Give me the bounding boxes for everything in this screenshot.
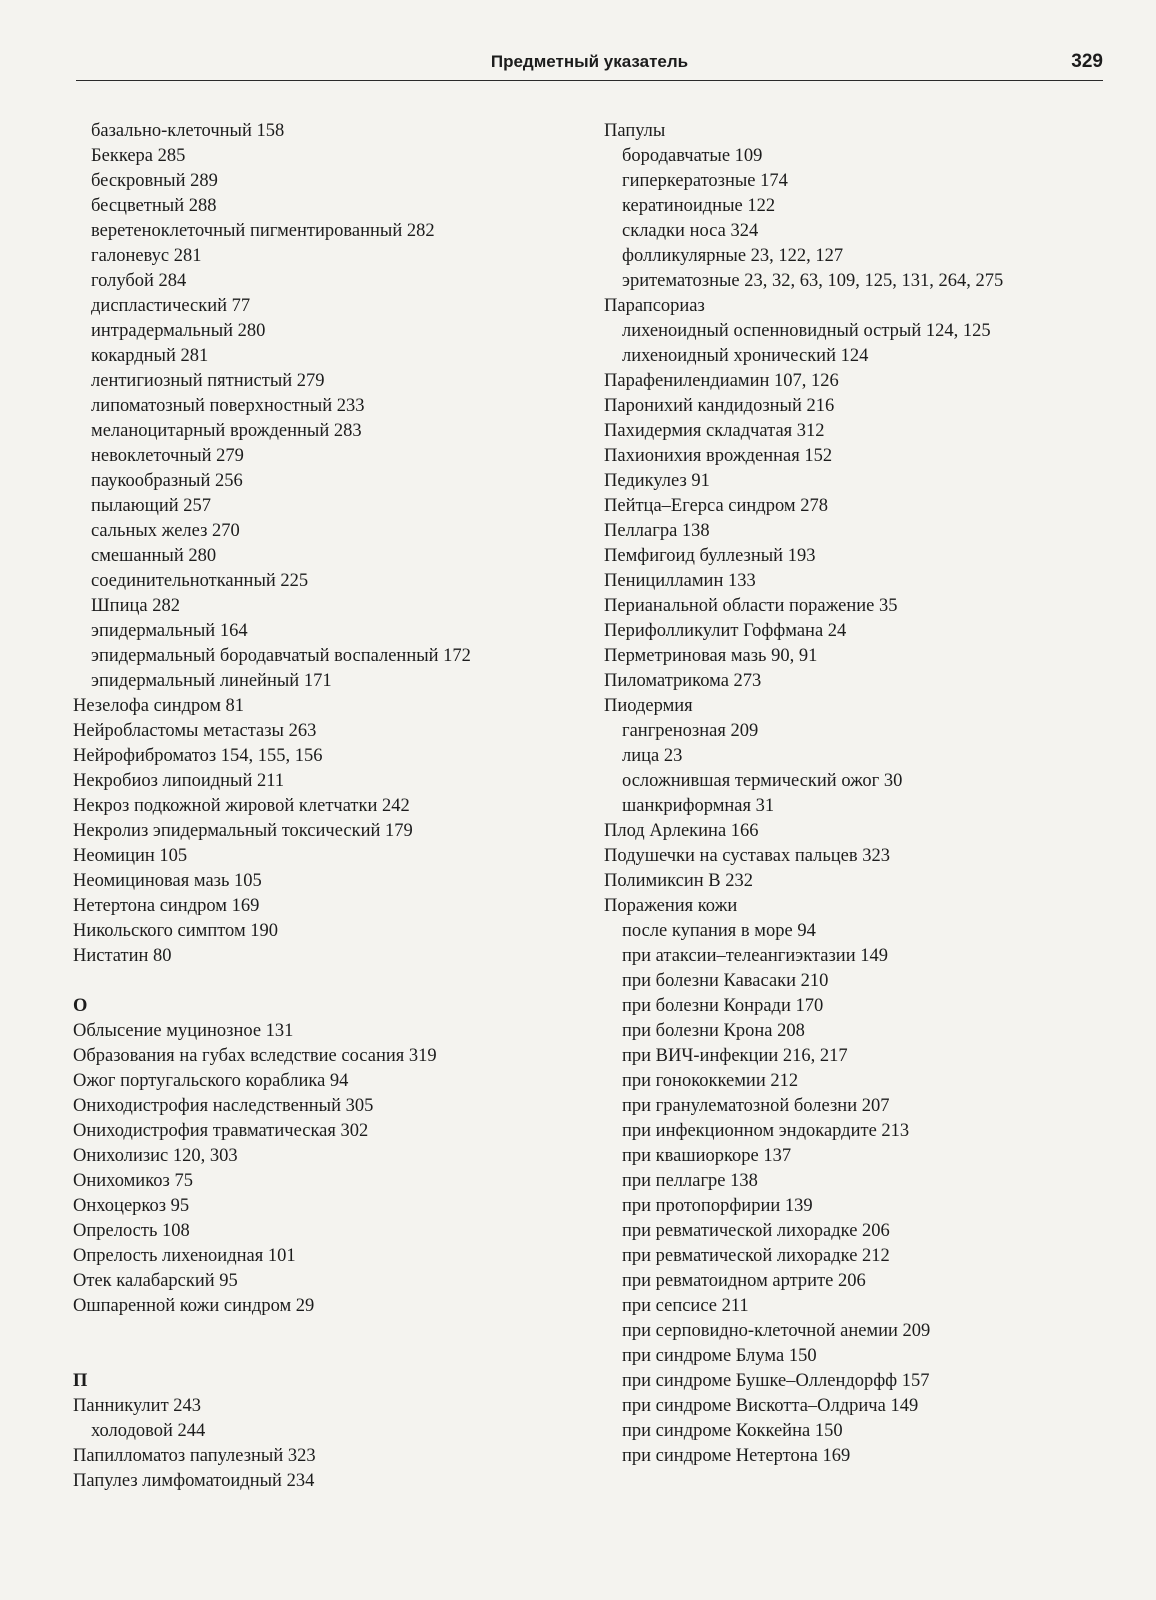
index-subentry: при атаксии–телеангиэктазии 149	[622, 946, 888, 966]
section-spacer	[73, 969, 583, 994]
index-subentry: лихеноидный оспенновидный острый 124, 125	[622, 321, 991, 341]
index-subentry: при гранулематозной болезни 207	[622, 1096, 890, 1116]
index-subentry: фолликулярные 23, 122, 127	[622, 246, 844, 266]
index-column-left	[73, 119, 583, 1494]
index-subentry: при ревматической лихорадке 206	[622, 1221, 890, 1241]
index-subentry: при синдроме Вискотта–Олдрича 149	[622, 1396, 919, 1416]
index-subentry: при болезни Конради 170	[622, 996, 824, 1016]
index-subentry: гангренозная 209	[622, 721, 759, 741]
index-subentry: при квашиоркоре 137	[622, 1146, 792, 1166]
index-entry: Онихомикоз 75	[73, 1171, 193, 1191]
index-subentry: при ВИЧ-инфекции 216, 217	[622, 1046, 848, 1066]
index-subentry: складки носа 324	[622, 221, 759, 241]
index-entry: Нетертона синдром 169	[73, 896, 260, 916]
index-entry: Ожог португальского кораблика 94	[73, 1071, 349, 1091]
index-entry: Опрелость лихеноидная 101	[73, 1246, 296, 1266]
index-subentry: при синдроме Бушке–Оллендорфф 157	[622, 1371, 930, 1391]
index-entry: Перифолликулит Гоффмана 24	[604, 621, 847, 641]
index-subentry: осложнившая термический ожог 30	[622, 771, 903, 791]
index-entry: Нейрофиброматоз 154, 155, 156	[73, 746, 323, 766]
index-subentry: эритематозные 23, 32, 63, 109, 125, 131, 264, 275	[622, 271, 1004, 291]
index-entry: Онхоцеркоз 95	[73, 1196, 190, 1216]
index-subentry: при инфекционном эндокардите 213	[622, 1121, 910, 1141]
index-entry: Пиломатрикома 273	[604, 671, 762, 691]
index-entry: Опрелость 108	[73, 1221, 190, 1241]
index-entry: Ошпаренной кожи синдром 29	[73, 1296, 315, 1316]
index-subentry: голубой 284	[91, 271, 187, 291]
index-entry: Ониходистрофия травматическая 302	[73, 1121, 369, 1141]
index-subentry: холодовой 244	[91, 1421, 206, 1441]
index-entry: Некроз подкожной жировой клетчатки 242	[73, 796, 410, 816]
index-entry: Парапсориаз	[604, 296, 705, 316]
index-subentry: эпидермальный 164	[91, 621, 248, 641]
index-entry: Нейробластомы метастазы 263	[73, 721, 317, 741]
index-entry: Онихолизис 120, 303	[73, 1146, 238, 1166]
section-letter: О	[73, 996, 88, 1016]
index-subentry: базально-клеточный 158	[91, 121, 285, 141]
index-entry: Полимиксин В 232	[604, 871, 753, 891]
index-subentry: диспластический 77	[91, 296, 251, 316]
index-column-right	[604, 119, 1104, 1469]
index-subentry: шанкриформная 31	[622, 796, 775, 816]
index-entry: Папулез лимфоматоидный 234	[73, 1471, 315, 1491]
index-subentry: при синдроме Коккейна 150	[622, 1421, 843, 1441]
index-subentry: липоматозный поверхностный 233	[91, 396, 365, 416]
index-entry: Незелофа синдром 81	[73, 696, 245, 716]
index-entry: Панникулит 243	[73, 1396, 202, 1416]
index-entry: Папулы	[604, 121, 666, 141]
index-entry: Некробиоз липоидный 211	[73, 771, 285, 791]
index-entry: Облысение муцинозное 131	[73, 1021, 294, 1041]
index-subentry: бескровный 289	[91, 171, 218, 191]
index-entry: Пиодермия	[604, 696, 693, 716]
index-subentry: гиперкератозные 174	[622, 171, 788, 191]
index-subentry: эпидермальный бородавчатый воспаленный 172	[91, 646, 471, 666]
index-subentry: паукообразный 256	[91, 471, 243, 491]
index-subentry: при сепсисе 211	[622, 1296, 749, 1316]
index-subentry: пылающий 257	[91, 496, 212, 516]
index-entry: Некролиз эпидермальный токсический 179	[73, 821, 413, 841]
index-subentry: при пеллагре 138	[622, 1171, 758, 1191]
index-subentry: при болезни Кавасаки 210	[622, 971, 829, 991]
index-subentry: меланоцитарный врожденный 283	[91, 421, 362, 441]
index-subentry: сальных желез 270	[91, 521, 240, 541]
index-subentry: после купания в море 94	[622, 921, 816, 941]
index-entry: Поражения кожи	[604, 896, 738, 916]
index-subentry: кератиноидные 122	[622, 196, 776, 216]
index-subentry: при синдроме Блума 150	[622, 1346, 817, 1366]
index-entry: Никольского симптом 190	[73, 921, 279, 941]
index-subentry: Шпица 282	[91, 596, 180, 616]
index-entry: Подушечки на суставах пальцев 323	[604, 846, 890, 866]
header-title: Предметный указатель	[490, 52, 689, 71]
section-spacer	[73, 1319, 583, 1369]
index-subentry: бесцветный 288	[91, 196, 217, 216]
index-entry: Пахидермия складчатая 312	[604, 421, 825, 441]
index-entry: Пеллагра 138	[604, 521, 710, 541]
index-entry: Неомициновая мазь 105	[73, 871, 262, 891]
index-subentry: при ревматической лихорадке 212	[622, 1246, 890, 1266]
index-subentry: смешанный 280	[91, 546, 217, 566]
index-subentry: при болезни Крона 208	[622, 1021, 805, 1041]
index-subentry: интрадермальный 280	[91, 321, 266, 341]
index-entry: Плод Арлекина 166	[604, 821, 759, 841]
index-entry: Ониходистрофия наследственный 305	[73, 1096, 374, 1116]
page-number: 329	[1071, 51, 1103, 72]
index-subentry: при серповидно-клеточной анемии 209	[622, 1321, 931, 1341]
index-subentry: Беккера 285	[91, 146, 186, 166]
index-subentry: веретеноклеточный пигментированный 282	[91, 221, 435, 241]
index-subentry: лентигиозный пятнистый 279	[91, 371, 325, 391]
index-entry: Неомицин 105	[73, 846, 188, 866]
index-entry: Пемфигоид буллезный 193	[604, 546, 816, 566]
index-entry: Педикулез 91	[604, 471, 710, 491]
index-entry: Нистатин 80	[73, 946, 172, 966]
index-subentry: при ревматоидном артрите 206	[622, 1271, 866, 1291]
index-subentry: эпидермальный линейный 171	[91, 671, 332, 691]
index-subentry: при протопорфирии 139	[622, 1196, 813, 1216]
index-subentry: лица 23	[622, 746, 683, 766]
index-subentry: галоневус 281	[91, 246, 202, 266]
index-subentry: кокардный 281	[91, 346, 209, 366]
index-entry: Парафенилендиамин 107, 126	[604, 371, 839, 391]
index-entry: Паронихий кандидозный 216	[604, 396, 835, 416]
index-entry: Образования на губах вследствие сосания 319	[73, 1046, 437, 1066]
section-letter: П	[73, 1371, 88, 1391]
index-entry: Пеницилламин 133	[604, 571, 756, 591]
index-subentry: соединительнотканный 225	[91, 571, 309, 591]
index-subentry: бородавчатые 109	[622, 146, 763, 166]
index-entry: Перметриновая мазь 90, 91	[604, 646, 818, 666]
index-entry: Пахионихия врожденная 152	[604, 446, 833, 466]
index-subentry: при гонококкемии 212	[622, 1071, 799, 1091]
index-entry: Папилломатоз папулезный 323	[73, 1446, 316, 1466]
index-entry: Отек калабарский 95	[73, 1271, 238, 1291]
index-subentry: лихеноидный хронический 124	[622, 346, 869, 366]
running-header	[76, 50, 1103, 81]
index-entry: Пейтца–Егерса синдром 278	[604, 496, 828, 516]
index-subentry: невоклеточный 279	[91, 446, 244, 466]
index-entry: Перианальной области поражение 35	[604, 596, 898, 616]
index-subentry: при синдроме Нетертона 169	[622, 1446, 851, 1466]
